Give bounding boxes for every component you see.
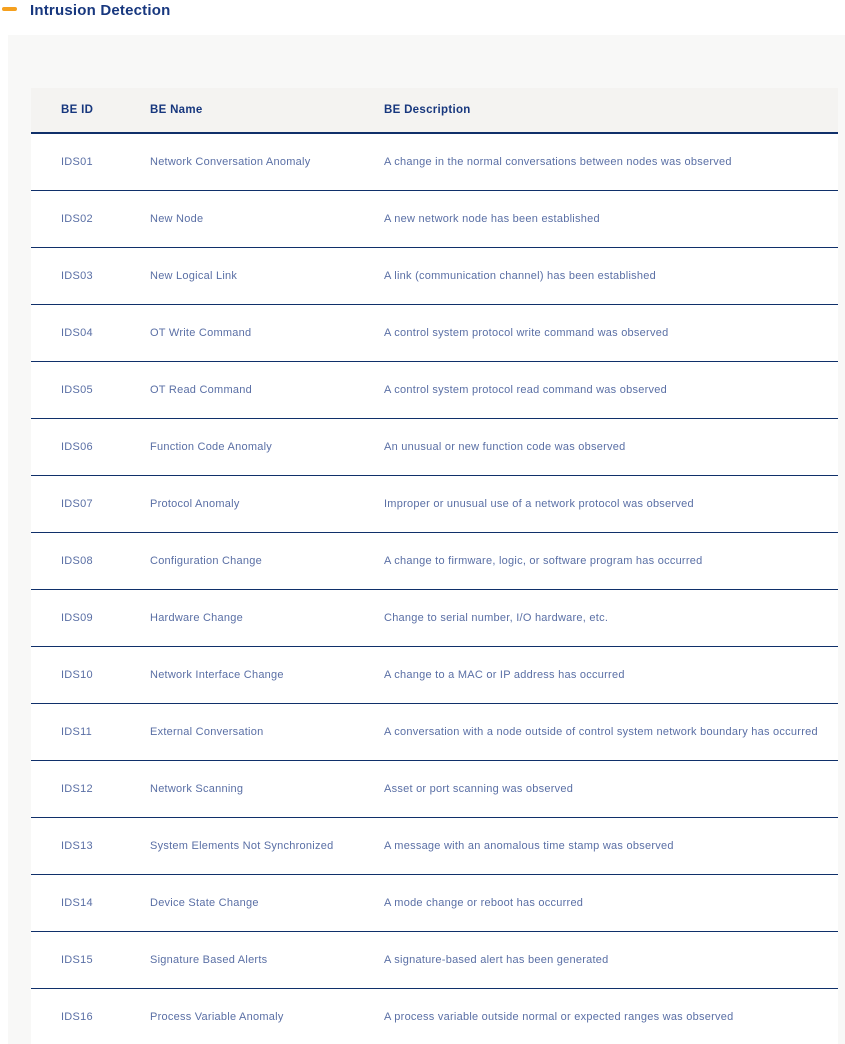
table-row — [31, 475, 838, 532]
table-row — [31, 133, 838, 190]
be-id-cell: IDS15 — [31, 931, 150, 988]
be-id-cell: IDS04 — [31, 304, 150, 361]
collapse-dash-icon[interactable] — [2, 7, 17, 11]
be-name-cell: New Logical Link — [150, 247, 384, 304]
table-row — [31, 874, 838, 931]
be-id-cell: IDS03 — [31, 247, 150, 304]
be-name-cell: Device State Change — [150, 874, 384, 931]
table-row — [31, 817, 838, 874]
be-name-cell: Process Variable Anomaly — [150, 988, 384, 1044]
table-row — [31, 361, 838, 418]
table-row — [31, 190, 838, 247]
column-header-be-id: BE ID — [31, 88, 150, 133]
be-id-cell: IDS05 — [31, 361, 150, 418]
be-id-cell: IDS13 — [31, 817, 150, 874]
title-bar — [0, 0, 845, 35]
be-name-cell: OT Read Command — [150, 361, 384, 418]
intrusion-detection-table — [31, 88, 838, 1044]
table-row — [31, 703, 838, 760]
be-id-cell: IDS06 — [31, 418, 150, 475]
be-name-cell: Function Code Anomaly — [150, 418, 384, 475]
table-row — [31, 532, 838, 589]
be-name-cell: Protocol Anomaly — [150, 475, 384, 532]
be-description-cell: A mode change or reboot has occurred — [384, 874, 838, 931]
be-description-cell: A change to a MAC or IP address has occurred — [384, 646, 838, 703]
be-name-cell: New Node — [150, 190, 384, 247]
be-description-cell: A link (communication channel) has been established — [384, 247, 838, 304]
be-id-cell: IDS14 — [31, 874, 150, 931]
be-id-cell: IDS16 — [31, 988, 150, 1044]
table-body — [31, 133, 838, 1044]
be-description-cell: A change in the normal conversations between nodes was observed — [384, 133, 838, 190]
be-id-cell: IDS07 — [31, 475, 150, 532]
be-name-cell: System Elements Not Synchronized — [150, 817, 384, 874]
be-description-cell: A signature-based alert has been generated — [384, 931, 838, 988]
table-row — [31, 760, 838, 817]
be-description-cell: Improper or unusual use of a network protocol was observed — [384, 475, 838, 532]
be-name-cell: Hardware Change — [150, 589, 384, 646]
table-row — [31, 304, 838, 361]
be-id-cell: IDS12 — [31, 760, 150, 817]
be-description-cell: A control system protocol read command was observed — [384, 361, 838, 418]
be-name-cell: Network Scanning — [150, 760, 384, 817]
be-name-cell: Signature Based Alerts — [150, 931, 384, 988]
be-name-cell: Network Interface Change — [150, 646, 384, 703]
table-row — [31, 988, 838, 1044]
table-row — [31, 589, 838, 646]
be-name-cell: External Conversation — [150, 703, 384, 760]
table-row — [31, 247, 838, 304]
be-id-cell: IDS02 — [31, 190, 150, 247]
be-description-cell: A new network node has been established — [384, 190, 838, 247]
be-description-cell: An unusual or new function code was observed — [384, 418, 838, 475]
be-description-cell: A control system protocol write command was observed — [384, 304, 838, 361]
table-row — [31, 418, 838, 475]
be-description-cell: A message with an anomalous time stamp was observed — [384, 817, 838, 874]
column-header-be-description: BE Description — [384, 88, 838, 133]
be-id-cell: IDS01 — [31, 133, 150, 190]
column-header-be-name: BE Name — [150, 88, 384, 133]
be-description-cell: A conversation with a node outside of control system network boundary has occurred — [384, 703, 838, 760]
content-area — [8, 35, 845, 1044]
table-header-row — [31, 88, 838, 133]
be-description-cell: Change to serial number, I/O hardware, etc. — [384, 589, 838, 646]
be-id-cell: IDS08 — [31, 532, 150, 589]
be-description-cell: A change to firmware, logic, or software program has occurred — [384, 532, 838, 589]
be-name-cell: OT Write Command — [150, 304, 384, 361]
page-title: Intrusion Detection — [30, 2, 171, 19]
table-row — [31, 646, 838, 703]
be-id-cell: IDS10 — [31, 646, 150, 703]
table-row — [31, 931, 838, 988]
be-description-cell: Asset or port scanning was observed — [384, 760, 838, 817]
be-name-cell: Configuration Change — [150, 532, 384, 589]
be-id-cell: IDS09 — [31, 589, 150, 646]
be-name-cell: Network Conversation Anomaly — [150, 133, 384, 190]
be-id-cell: IDS11 — [31, 703, 150, 760]
be-description-cell: A process variable outside normal or expected ranges was observed — [384, 988, 838, 1044]
